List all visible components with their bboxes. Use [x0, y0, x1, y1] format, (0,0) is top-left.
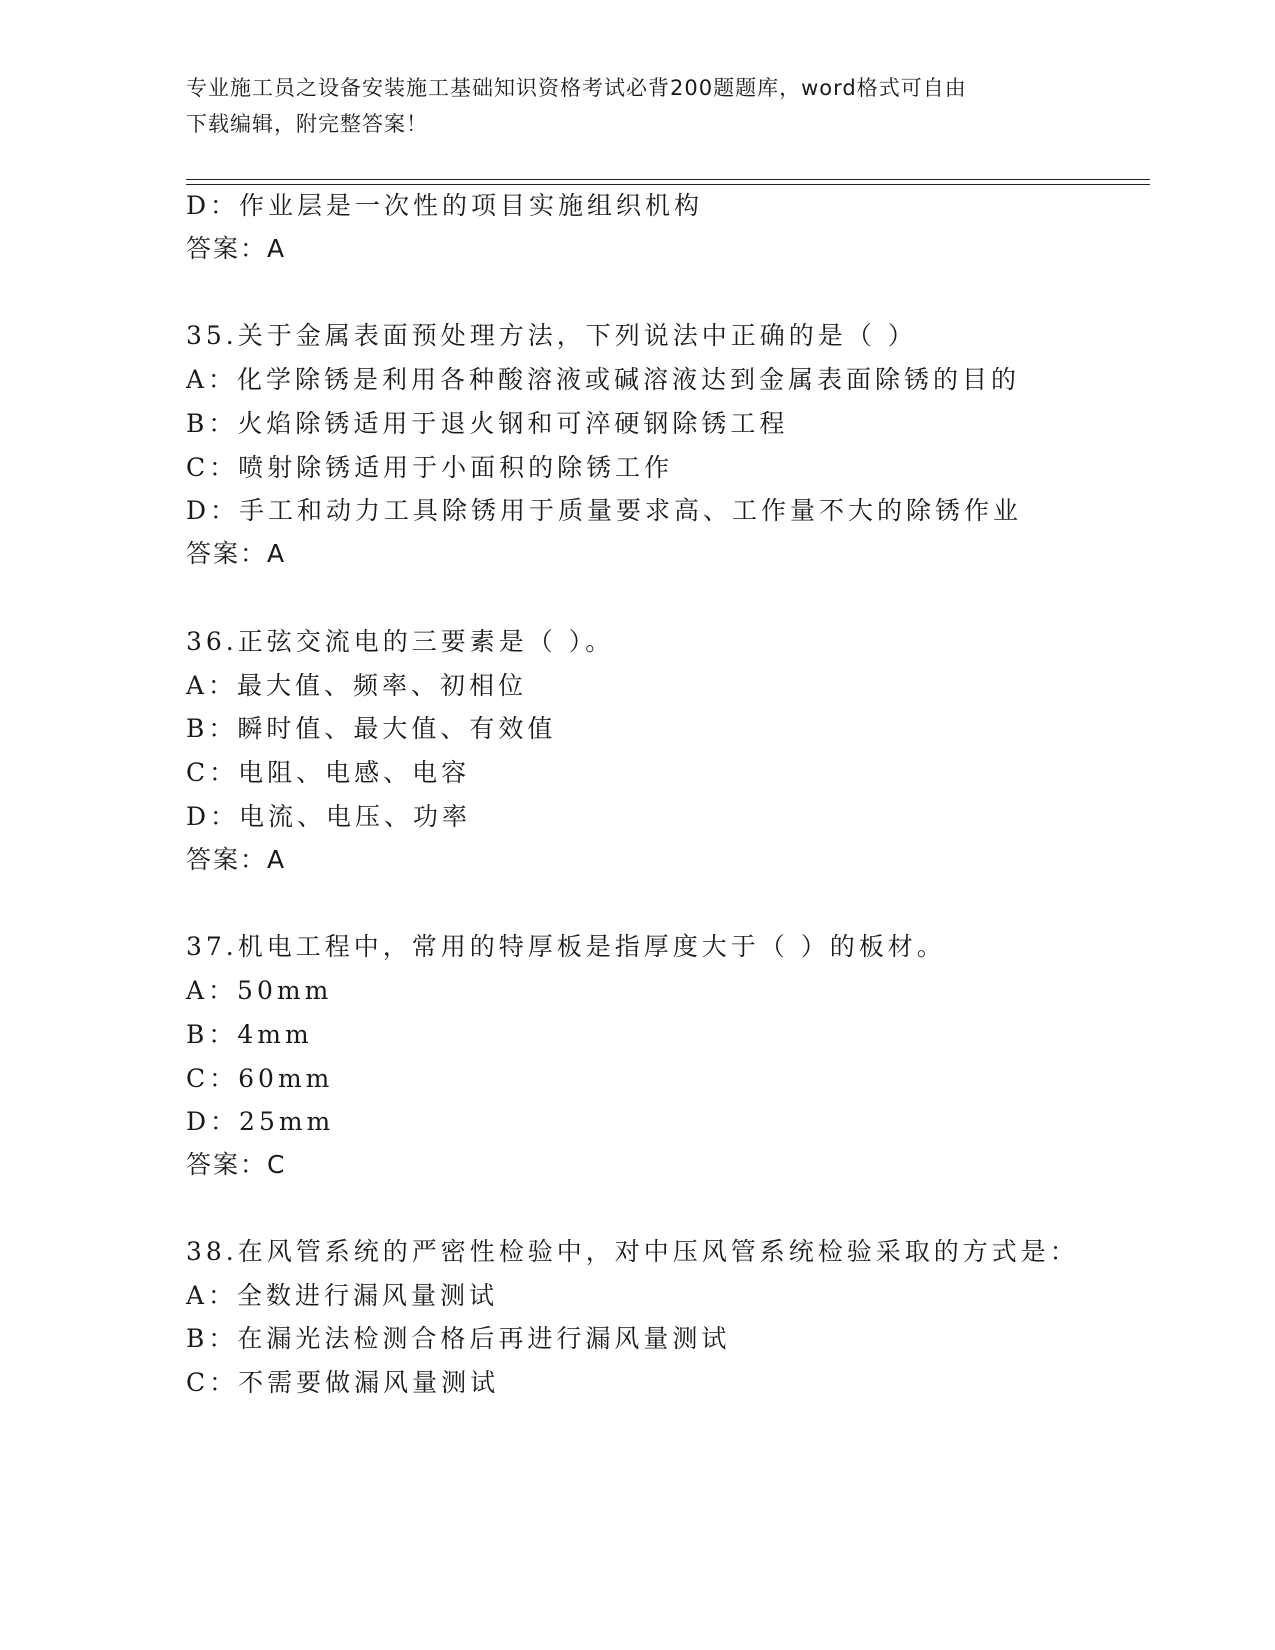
- q36-option-d: D：电流、电压、功率: [186, 802, 472, 831]
- q35-option-a: A：化学除锈是利用各种酸溶液或碱溶液达到金属表面除锈的目的: [186, 365, 1021, 394]
- q37-answer: 答案：C: [186, 1150, 287, 1179]
- q37-option-b: B：4mm: [186, 1020, 313, 1049]
- header-line-1: 专业施工员之设备安装施工基础知识资格考试必背200题题库，word格式可自由: [186, 76, 967, 100]
- q36-option-c: C：电阻、电感、电容: [186, 758, 471, 787]
- header-divider-bottom: [186, 184, 1150, 185]
- q35-stem: 35.关于金属表面预处理方法，下列说法中正确的是（ ）: [186, 321, 917, 350]
- q34-option-d: D：作业层是一次性的项目实施组织机构: [186, 191, 704, 220]
- header-divider-top: [186, 179, 1150, 180]
- q36-stem: 36.正弦交流电的三要素是（ ）。: [186, 627, 615, 656]
- q35-option-d: D：手工和动力工具除锈用于质量要求高、工作量不大的除锈作业: [186, 496, 1023, 525]
- q35-option-c: C：喷射除锈适用于小面积的除锈工作: [186, 453, 674, 482]
- q35-option-b: B：火焰除锈适用于退火钢和可淬硬钢除锈工程: [186, 409, 789, 438]
- q37-option-a: A：50mm: [186, 976, 333, 1005]
- q37-option-c: C：60mm: [186, 1064, 334, 1093]
- q37-option-d: D：25mm: [186, 1107, 335, 1136]
- q37-stem: 37.机电工程中，常用的特厚板是指厚度大于（ ）的板材。: [186, 932, 946, 961]
- document-header: [186, 70, 1086, 142]
- q34-answer: 答案：A: [186, 234, 287, 263]
- q36-option-b: B：瞬时值、最大值、有效值: [186, 714, 557, 743]
- q38-option-b: B：在漏光法检测合格后再进行漏风量测试: [186, 1324, 731, 1353]
- q38-option-c: C：不需要做漏风量测试: [186, 1368, 500, 1397]
- q36-answer: 答案：A: [186, 845, 287, 874]
- q38-stem: 38.在风管系统的严密性检验中，对中压风管系统检验采取的方式是：: [186, 1237, 1079, 1266]
- q38-option-a: A：全数进行漏风量测试: [186, 1281, 499, 1310]
- q36-option-a: A：最大值、频率、初相位: [186, 671, 528, 700]
- q35-answer: 答案：A: [186, 539, 287, 568]
- header-line-2: 下载编辑，附完整答案！: [186, 112, 428, 136]
